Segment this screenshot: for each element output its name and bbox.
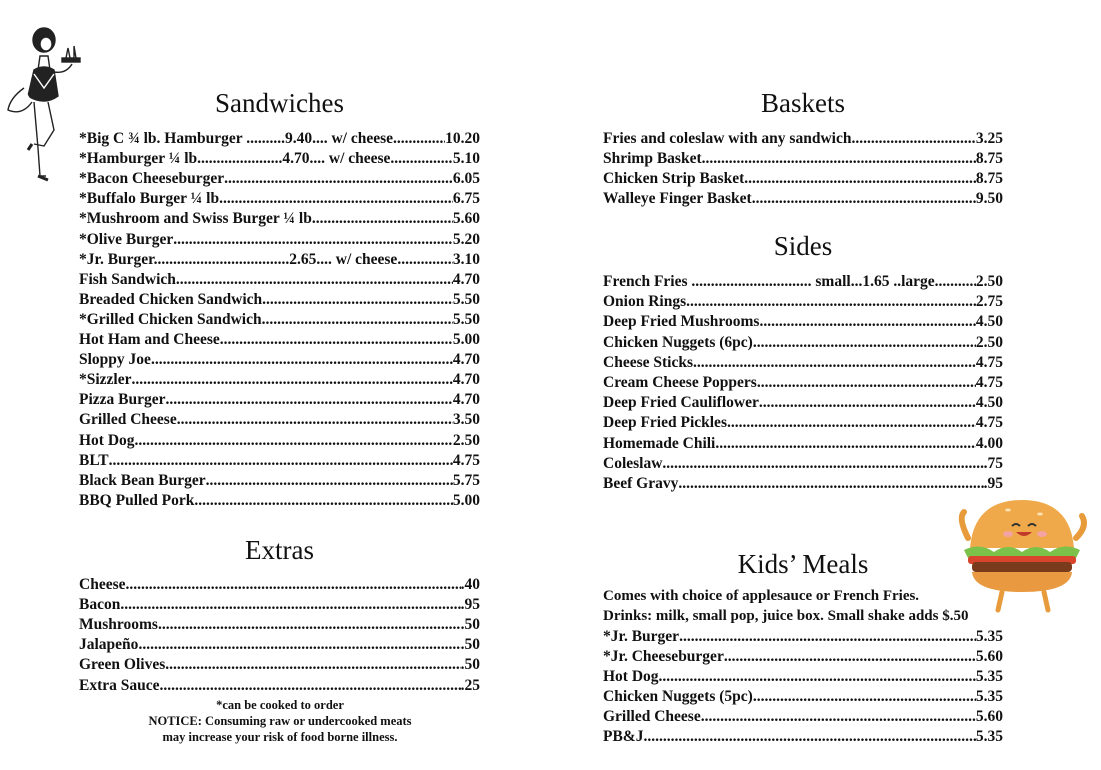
dot-leader [752, 190, 976, 208]
menu-item-row [603, 473, 1003, 493]
dot-leader [851, 130, 975, 148]
menu-item-name: Cheese [79, 576, 126, 593]
menu-item-row [79, 128, 480, 148]
waitress-illustration [4, 18, 84, 186]
dot-leader [397, 251, 453, 269]
menu-item-row [79, 574, 480, 594]
dot-leader [158, 616, 461, 634]
dot-leader [643, 728, 975, 746]
menu-item-name: *Big C ¾ lb. Hamburger ..........9.40.... w/ cheese [79, 130, 394, 147]
menu-item-name: Onion Rings [603, 293, 687, 311]
menu-item-price: 5.50 [452, 290, 480, 308]
menu-item-row [79, 594, 480, 614]
menu-item-row [79, 289, 480, 309]
menu-item-row [79, 389, 480, 409]
menu-item-row [79, 249, 480, 269]
menu-item-name: Cheese Sticks [603, 353, 693, 371]
dot-leader [126, 576, 461, 594]
menu-item-price: 4.75 [452, 451, 480, 469]
dot-leader [220, 331, 453, 349]
menu-item-price: 3.10 [452, 250, 480, 268]
dot-leader [757, 374, 976, 392]
menu-item-row [79, 309, 480, 329]
menu-item-name: Bacon [79, 596, 121, 614]
menu-item-price: 4.00 [975, 434, 1003, 452]
dot-leader [194, 492, 452, 510]
menu-item-price: 8.75 [975, 170, 1003, 187]
dot-leader [759, 313, 975, 331]
menu-item-row [79, 430, 480, 450]
menu-item-row [603, 168, 1003, 188]
menu-item-name: Coleslaw [603, 454, 663, 472]
dot-leader [166, 391, 453, 409]
menu-item-row [603, 148, 1003, 168]
menu-item-price: 4.50 [975, 394, 1003, 412]
menu-item-row [603, 433, 1003, 453]
dot-leader [702, 150, 976, 168]
menu-item-name: Hot Dog [79, 431, 135, 449]
menu-item-price: .50 [460, 636, 480, 654]
dot-leader [135, 432, 453, 450]
dot-leader [165, 656, 460, 674]
menu-item-row [79, 369, 480, 389]
menu-item-row [603, 666, 1003, 686]
dot-leader [701, 708, 976, 726]
menu-item-row [79, 675, 480, 695]
menu-item-name: *Sizzler [79, 371, 132, 389]
dot-leader [686, 293, 976, 311]
menu-item-price: 5.60 [452, 210, 480, 228]
menu-item-price: 6.05 [452, 170, 480, 188]
dot-leader [262, 291, 453, 309]
menu-item-price: .75 [983, 454, 1003, 472]
menu-item-row [603, 291, 1003, 311]
menu-item-row [79, 634, 480, 654]
menu-item-price: .50 [460, 656, 480, 674]
menu-item-row [603, 392, 1003, 412]
menu-item-price: 4.75 [975, 414, 1003, 432]
menu-item-name: Black Bean Burger [79, 471, 206, 489]
dot-leader [132, 371, 453, 389]
menu-item-price: 4.70 [452, 371, 480, 389]
menu-item-price: 3.25 [975, 130, 1003, 147]
dot-leader [176, 271, 453, 289]
menu-item-price: 5.60 [975, 648, 1003, 665]
menu-item-price: 4.75 [975, 353, 1003, 371]
menu-item-row [79, 269, 480, 289]
menu-item-name: Fries and coleslaw with any sandwich [603, 130, 852, 147]
left-column [79, 0, 480, 770]
menu-item-row [79, 208, 480, 228]
menu-item-price: .25 [460, 676, 480, 694]
dot-leader [390, 150, 452, 168]
dot-leader [393, 130, 445, 148]
menu-item-name: Hot Ham and Cheese [79, 331, 220, 348]
menu-item-name: French Fries ............................... small...1.65 ..large [603, 273, 935, 290]
menu-item-name: Cream Cheese Poppers [603, 374, 757, 391]
dot-leader [727, 414, 976, 432]
menu-item-row [79, 409, 480, 429]
dot-leader [120, 596, 460, 614]
dot-leader [759, 394, 976, 412]
menu-item-row [603, 706, 1003, 726]
dot-leader [744, 170, 976, 188]
menu-item-price: 9.50 [975, 190, 1003, 207]
menu-item-name: Chicken Strip Basket [603, 170, 745, 187]
footer-notice [80, 697, 480, 745]
menu-item-price: .95 [983, 475, 1003, 492]
menu-item-price: .40 [460, 576, 480, 593]
menu-item-name: Breaded Chicken Sandwich [79, 290, 263, 308]
menu-item-price: 2.50 [975, 333, 1003, 351]
extras-heading: Extras [245, 535, 314, 565]
menu-item-row [603, 726, 1003, 746]
menu-item-row [603, 686, 1003, 706]
dot-leader [753, 688, 976, 706]
dot-leader [935, 273, 976, 291]
menu-item-name: Homemade Chili [603, 434, 716, 452]
menu-item-price: 8.75 [975, 150, 1003, 167]
dot-leader [224, 170, 453, 188]
menu-item-price: 3.50 [452, 411, 480, 429]
menu-item-name: Sloppy Joe [79, 351, 151, 369]
kids-meals-note-drinks: Drinks: milk, small pop, juice box. Small shake adds $.50 [603, 608, 969, 624]
dot-leader [753, 334, 976, 352]
menu-item-price: 4.70 [452, 351, 480, 369]
menu-item-price: 2.50 [452, 431, 480, 449]
menu-item-price: 5.35 [975, 688, 1003, 705]
menu-item-row [79, 490, 480, 510]
menu-item-price: 5.35 [975, 728, 1003, 745]
dot-leader [160, 677, 461, 695]
menu-item-name: Fish Sandwich [79, 270, 176, 288]
footer-line-1: *can be cooked to order [216, 698, 344, 712]
menu-item-row [603, 271, 1003, 291]
menu-item-name: *Buffalo Burger ¼ lb. [79, 190, 223, 208]
menu-item-row [79, 188, 480, 208]
menu-item-price: 10.20 [445, 130, 480, 147]
right-column [603, 0, 1003, 770]
menu-item-row [603, 412, 1003, 432]
dot-leader [109, 452, 453, 470]
menu-item-price: 5.50 [452, 310, 480, 328]
menu-item-row [603, 352, 1003, 372]
menu-item-price: 5.35 [975, 628, 1003, 645]
menu-item-price: 5.20 [452, 230, 480, 248]
dot-leader [678, 475, 983, 493]
menu-item-price: .50 [460, 616, 480, 634]
menu-item-name: *Jr. Burger...................................2.65.... w/ cheese [79, 250, 398, 268]
menu-item-row [603, 372, 1003, 392]
menu-item-name: Deep Fried Pickles [603, 414, 727, 432]
menu-item-name: Chicken Nuggets (5pc) [603, 688, 753, 705]
kids-meals-note-sides: Comes with choice of applesauce or French Fries. [603, 588, 920, 604]
menu-item-row [603, 646, 1003, 666]
dot-leader [724, 648, 976, 666]
menu-item-name: Walleye Finger Basket [603, 190, 752, 207]
menu-item-name: Chicken Nuggets (6pc) [603, 333, 753, 351]
menu-item-row [79, 470, 480, 490]
menu-item-name: Deep Fried Mushrooms [603, 313, 760, 331]
menu-item-name: PB&J [603, 728, 644, 745]
menu-item-row [79, 329, 480, 349]
dot-leader [679, 628, 976, 646]
baskets-heading: Baskets [761, 88, 845, 118]
menu-item-name: *Grilled Chicken Sandwich [79, 310, 262, 328]
menu-item-price: 4.70 [452, 391, 480, 409]
menu-item-price: 4.70 [452, 270, 480, 288]
dot-leader [177, 411, 453, 429]
menu-item-row [79, 654, 480, 674]
dot-leader [262, 311, 453, 329]
menu-item-row [603, 128, 1003, 148]
kids-meals-heading: Kids’ Meals [737, 549, 869, 579]
menu-item-price: 5.10 [452, 150, 480, 168]
footer-line-3: may increase your risk of food borne illness. [162, 730, 398, 744]
dot-leader [693, 354, 976, 372]
menu-item-price: 2.50 [975, 273, 1003, 290]
menu-item-price: 5.75 [452, 471, 480, 489]
menu-item-name: Deep Fried Cauliflower [603, 394, 759, 412]
dot-leader [659, 668, 976, 686]
dot-leader [138, 636, 460, 654]
menu-item-row [79, 450, 480, 470]
menu-item-price: 5.00 [452, 331, 480, 348]
menu-item-name: *Jr. Burger [603, 628, 680, 645]
menu-item-name: BLT [79, 451, 109, 469]
menu-item-price: 6.75 [452, 190, 480, 208]
menu-item-row [79, 349, 480, 369]
dot-leader [223, 190, 453, 208]
menu-item-name: Shrimp Basket [603, 150, 702, 167]
footer-line-2: NOTICE: Consuming raw or undercooked meats [148, 714, 412, 728]
menu-item-name: *Bacon Cheeseburger [79, 170, 225, 188]
menu-item-price: 4.75 [975, 374, 1003, 391]
menu-item-name: Mushrooms [79, 616, 158, 634]
menu-item-row [603, 453, 1003, 473]
menu-item-row [603, 332, 1003, 352]
menu-item-name: Grilled Cheese [603, 708, 701, 725]
menu-item-row [79, 614, 480, 634]
menu-item-row [79, 148, 480, 168]
menu-item-row [79, 168, 480, 188]
menu-item-row [79, 229, 480, 249]
menu-item-name: Green Olives [79, 656, 166, 674]
dot-leader [151, 351, 453, 369]
menu-item-name: *Olive Burger [79, 230, 174, 248]
dot-leader [206, 472, 453, 490]
menu-item-name: Extra Sauce [79, 676, 160, 694]
menu-item-row [603, 626, 1003, 646]
menu-item-price: 5.60 [975, 708, 1003, 725]
menu-item-price: .95 [460, 596, 480, 614]
menu-item-name: *Hamburger ¼ lb......................4.70.... w/ cheese [79, 150, 391, 168]
menu-item-name: Grilled Cheese [79, 411, 177, 429]
menu-item-price: 5.35 [975, 668, 1003, 685]
menu-item-price: 4.50 [975, 313, 1003, 331]
menu-item-name: Hot Dog [603, 668, 659, 685]
dot-leader [173, 231, 453, 249]
dot-leader [316, 210, 453, 228]
menu-item-name: BBQ Pulled Pork [79, 491, 195, 509]
menu-item-price: 2.75 [975, 293, 1003, 311]
menu-item-name: *Jr. Cheeseburger [603, 648, 724, 665]
menu-item-name: Pizza Burger [79, 391, 166, 409]
menu-item-row [603, 311, 1003, 331]
menu-item-name: Jalapeño [79, 636, 139, 654]
sandwiches-heading: Sandwiches [215, 88, 344, 118]
menu-item-row [603, 188, 1003, 208]
menu-item-name: Beef Gravy [603, 475, 679, 492]
menu-item-price: 5.00 [452, 491, 480, 509]
menu-item-name: *Mushroom and Swiss Burger ¼ lb. [79, 210, 316, 228]
sides-heading: Sides [773, 231, 833, 261]
dot-leader [662, 455, 983, 473]
dot-leader [715, 435, 976, 453]
